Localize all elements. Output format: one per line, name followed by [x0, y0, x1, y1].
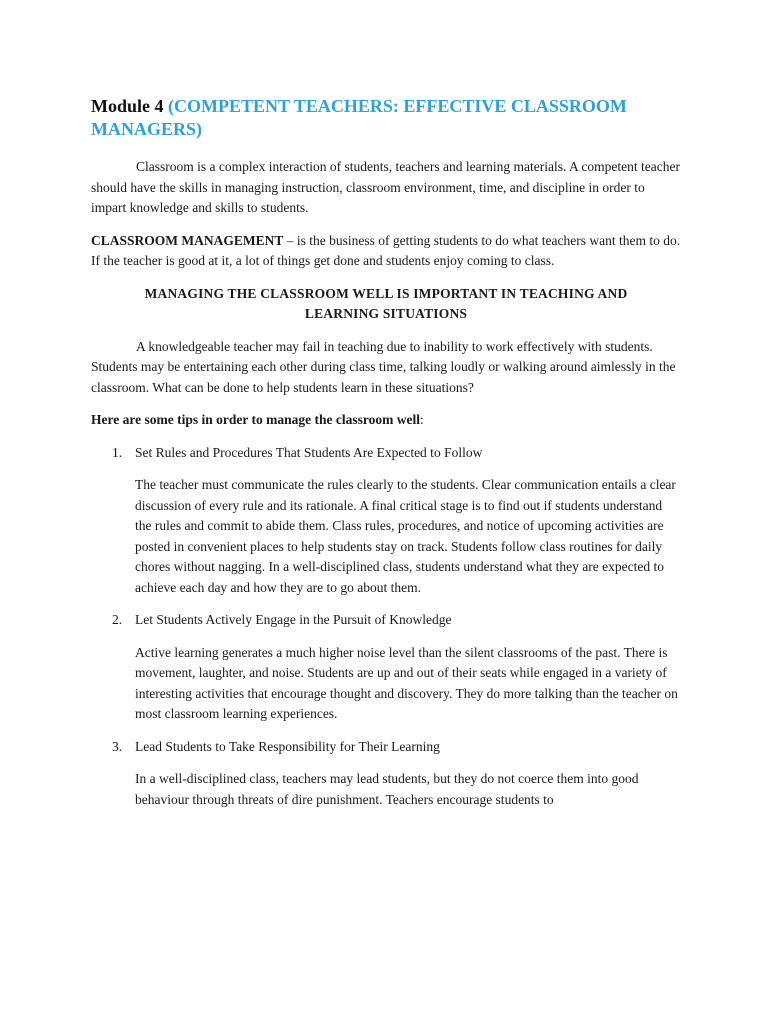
tip-body: Active learning generates a much higher noise level than the silent classrooms of the past. There is movement, laughter, and noise. Students are up and out of their seats while engaged in a variety of interesting activities that encourage thought and discovery. They do more talking than the teacher on most classroom learning experiences. [135, 644, 678, 721]
tips-intro-colon: : [419, 412, 424, 427]
section-heading: MANAGING THE CLASSROOM WELL IS IMPORTANT IN TEACHING AND LEARNING SITUATIONS [144, 285, 628, 321]
tip-number: 3. [112, 738, 123, 754]
definition-text: – is the business of getting students to do what teachers want them to do. If the teacher is good at it, a lot of things get done and students enjoy coming to class. [91, 232, 681, 268]
list-item [91, 610, 681, 725]
tip-body: The teacher must communicate the rules clearly to the students. Clear communication entails a clear discussion of every rule and its rationale. A final critical stage is to find out if students understand the rules and commit to abide them. Class rules, procedures, and notice of upcoming activities are posted in convenient places to help students stay on track. Students follow class routines for daily chores without nagging. In a well-disciplined class, students understand what they are expected to achieve each day and how they are to go about them. [135, 477, 676, 595]
tip-number: 1. [112, 444, 123, 460]
page-title [91, 95, 681, 141]
tip-title: Lead Students to Take Responsibility for Their Learning [135, 738, 440, 754]
intro-paragraph: Classroom is a complex interaction of students, teachers and learning materials. A competent teacher should have the skills in managing instruction, classroom environment, time, and discipline in order to impart knowledge and skills to students. [91, 159, 680, 215]
tip-heading [91, 443, 681, 464]
problem-paragraph: A knowledgeable teacher may fail in teaching due to inability to work effectively with students. Students may be entertaining each other during class time, talking loudly or walking around aimlessly in the classroom. What can be done to help students learn in these situations? [91, 338, 676, 395]
tips-list [91, 443, 681, 811]
tips-intro-bold: Here are some tips in order to manage the classroom well [91, 412, 420, 427]
tip-body: In a well-disciplined class, teachers may lead students, but they do not coerce them into good behaviour through threats of dire punishment. Teachers encourage students to [135, 771, 639, 807]
list-item [91, 443, 681, 599]
tips-intro [91, 410, 681, 431]
definition-term: CLASSROOM MANAGEMENT [91, 232, 284, 248]
tip-number: 2. [112, 612, 123, 627]
module-topic: (COMPETENT TEACHERS: EFFECTIVE CLASSROOM MANAGERS) [91, 96, 627, 139]
module-label: Module 4 [91, 96, 164, 116]
list-item [91, 737, 681, 811]
definition-paragraph [91, 231, 681, 272]
tip-title: Let Students Actively Engage in the Pursuit of Knowledge [135, 612, 452, 627]
document-page [91, 95, 681, 822]
tip-heading [91, 737, 681, 758]
tip-heading [91, 610, 681, 631]
tip-title: Set Rules and Procedures That Students Are Expected to Follow [135, 444, 483, 460]
